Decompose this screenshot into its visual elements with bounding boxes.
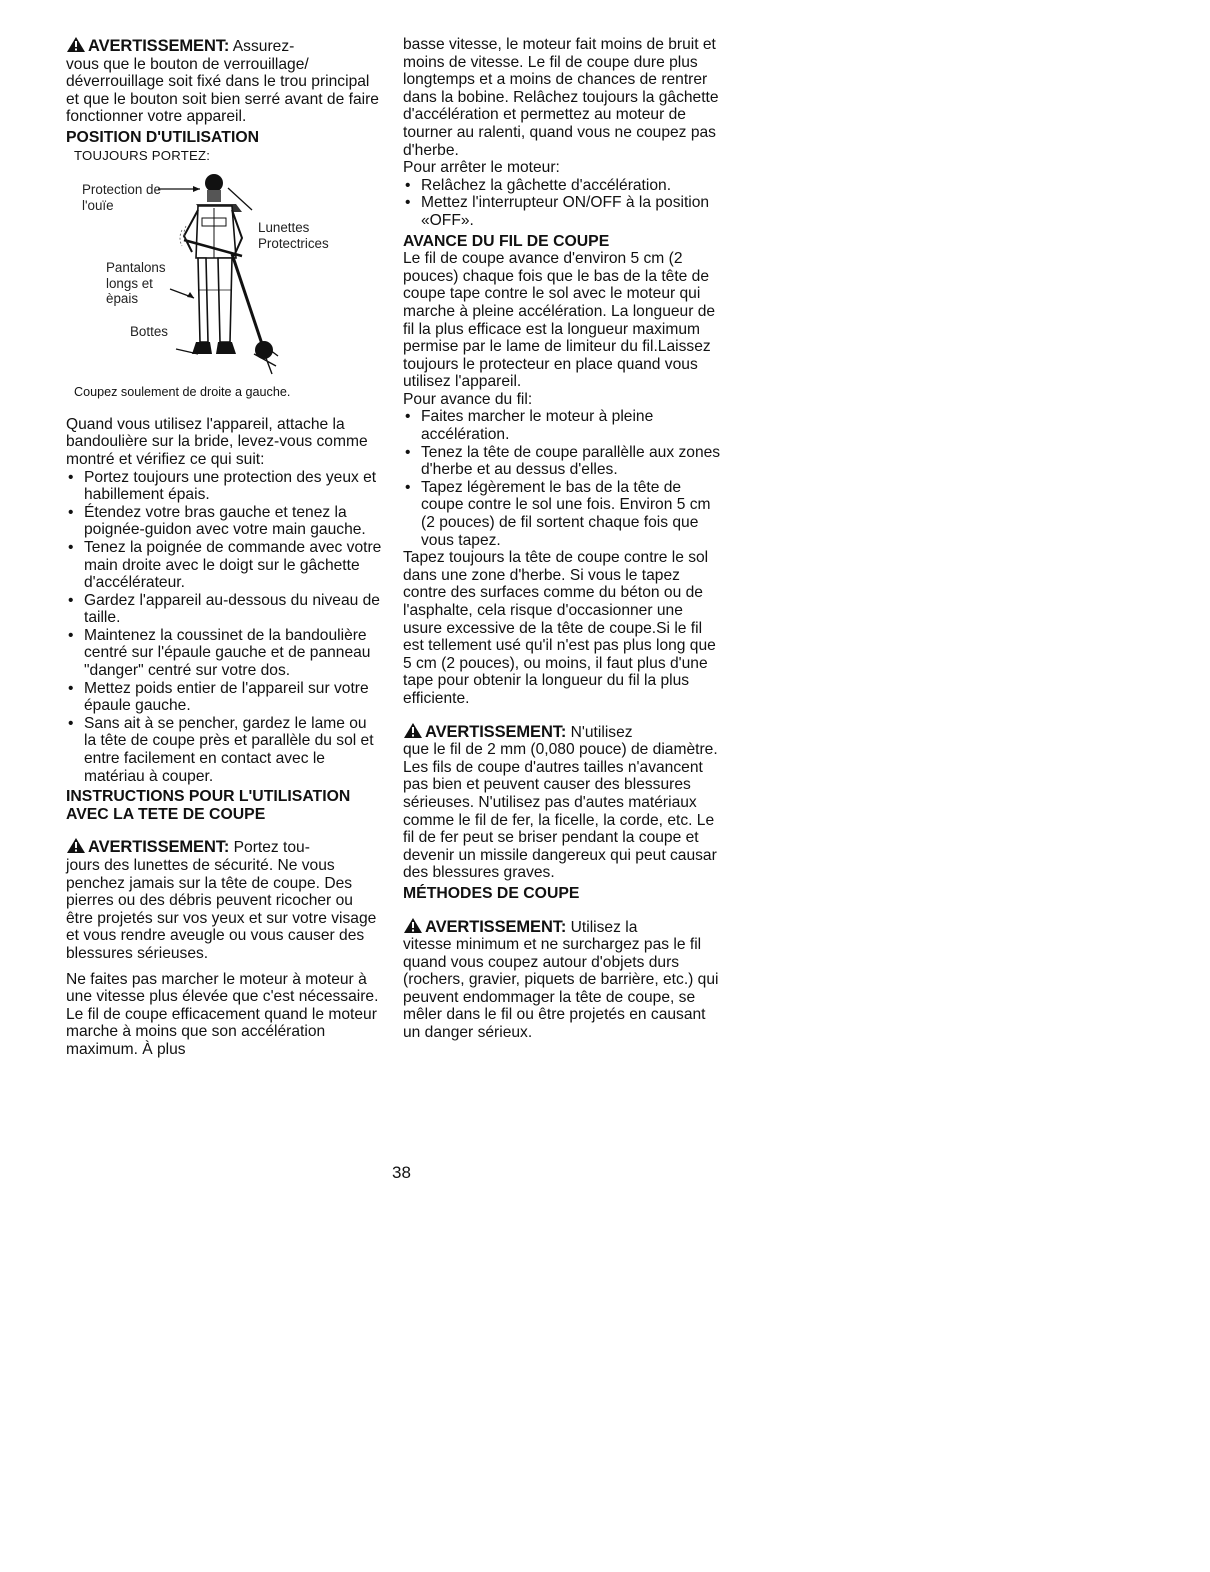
- warning-heading: [403, 723, 566, 741]
- label-bottes: Bottes: [130, 324, 168, 340]
- intro-paragraph: Quand vous utilisez l'appareil, attache la bandoulière sur la bride, levez-vous comme montré et vérifiez ce qui suit:: [66, 415, 368, 468]
- advance-paragraph: Le fil de coupe avance d'environ 5 cm (2 pouces) chaque fois que le bas de la tête de coupe tape contre le sol avec le moteur qui marche à pleine accélération. La longueur de fil la plus efficace est la longueur maximum permise par le lame de limiteur du fil.Laissez toujours le protecteur en place quand vous utilisez l'appareil.: [403, 250, 716, 391]
- warning-intro: Portez tou-: [229, 839, 310, 857]
- warning-block-2: [66, 837, 382, 962]
- list-item: • Portez toujours une protection des yeux et habillement épais.: [66, 469, 382, 504]
- tap-paragraph: Tapez toujours la tête de coupe contre le sol dans une zone d'herbe. Si vous le tapez contre des surfaces comme du béton ou de l'asphalte, cela risque d'occasionner une usure excessive de la tête de coupe.Si le fil est tellement usé qu'il n'est pas plus long que 5 cm (2 pouces), ou moins, il faut plus d'une tape pour obtenir la longueur du fil la plus efficiente.: [403, 549, 716, 707]
- position-subheading: TOUJOURS PORTEZ:: [74, 147, 211, 163]
- warning-label: AVERTISSEMENT:: [425, 917, 567, 936]
- list-item: • Mettez poids entier de l'appareil sur votre épaule gauche.: [66, 680, 382, 715]
- warning-triangle-icon: [66, 837, 86, 854]
- operator-figure: [66, 166, 382, 378]
- advance-intro: Pour avance du fil:: [403, 390, 533, 408]
- methods-heading: MÉTHODES DE COUPE: [403, 884, 580, 902]
- list-item: • Maintenez la coussinet de la bandoulière centré sur l'épaule gauche et de panneau "danger" centré sur votre dos.: [66, 627, 382, 680]
- list-item: • Tapez légèrement le bas de la tête de coupe contre le sol une fois. Environ 5 cm (2 pouces) de fil sortent chaque fois que vous tapez.: [403, 479, 721, 549]
- list-item: • Sans ait à se pencher, gardez le lame ou la tête de coupe près et parallèle du sol et entre facilement en contact avec le matériau à couper.: [66, 715, 382, 785]
- warning-intro: Assurez-: [229, 38, 295, 55]
- advance-list: [403, 408, 721, 549]
- warning-triangle-icon: [66, 36, 86, 53]
- position-heading: POSITION D'UTILISATION: [66, 128, 260, 146]
- warning-heading: [66, 838, 229, 856]
- list-item: • Tenez la tête de coupe parallèlle aux zones d'herbe et au dessus d'elles.: [403, 444, 721, 479]
- warning-intro: N'utilisez: [566, 723, 633, 741]
- list-item: • Tenez la poignée de commande avec votre main droite avec le doigt sur le gâchette d'accélérateur.: [66, 539, 382, 592]
- right-column: [403, 36, 721, 1042]
- page-number: 38: [392, 1163, 411, 1182]
- warning-text: jours des lunettes de sécurité. Ne vous penchez jamais sur la tête de coupe. Des pierres ou des débris peuvent ricocher ou être projetés sur vos yeux et sur votre visage et vous rendre aveugle ou vous causer des blessures sérieuses.: [66, 857, 377, 962]
- list-item: • Faites marcher le moteur à pleine accélération.: [403, 408, 721, 443]
- warning-text: vitesse minimum et ne surchargez pas le fil quand vous coupez autour d'objets durs (rochers, gravier, piquets de barrière, etc.) qui peuvent endommager la tête de coupe, se mêler dans le fil ou être projetés en causant un danger sérieux.: [403, 936, 719, 1042]
- warning-heading: [403, 918, 566, 936]
- label-lunettes: Lunettes Protectrices: [258, 220, 329, 251]
- advance-heading: AVANCE DU FIL DE COUPE: [403, 232, 610, 250]
- warning-label: AVERTISSEMENT:: [88, 37, 230, 55]
- list-item: • Étendez votre bras gauche et tenez la poignée-guidon avec votre main gauche.: [66, 504, 382, 539]
- warning-block-4: [403, 917, 721, 1042]
- list-item: • Gardez l'appareil au-dessous du niveau de taille.: [66, 592, 382, 627]
- checklist: [66, 469, 382, 786]
- warning-label: AVERTISSEMENT:: [88, 838, 230, 857]
- label-protection: Protection de l'ouïe: [82, 182, 161, 213]
- list-item: • Mettez l'interrupteur ON/OFF à la position «OFF».: [403, 194, 721, 229]
- instructions-heading: INSTRUCTIONS POUR L'UTILISATION AVEC LA TETE DE COUPE: [66, 788, 351, 823]
- warning-label: AVERTISSEMENT:: [425, 722, 567, 741]
- label-pantalons: Pantalons longs et èpais: [106, 260, 166, 307]
- warning-heading: [66, 37, 229, 55]
- warning-intro: Utilisez la: [566, 918, 638, 936]
- left-column: [66, 36, 382, 1059]
- warning-text: vous que le bouton de verrouillage/ déverrouillage soit fixé dans le trou principal et que le bouton soit bien serré avant de faire fonctionner votre appareil.: [66, 55, 379, 126]
- list-item: • Relâchez la gâchette d'accélération.: [403, 177, 721, 195]
- stop-list: [403, 177, 721, 230]
- warning-text: que le fil de 2 mm (0,080 pouce) de diamètre. Les fils de coupe d'autres tailles n'avancent pas bien et peuvent causer des blessures sérieuses. N'utilisez pas d'autes matériaux comme le fil de fer, la ficelle, la corde, etc. Le fil de fer peut se briser pendant la coupe et devenir un missile dangereux qui peut causar des blessures graves.: [403, 741, 718, 882]
- warning-triangle-icon: [403, 917, 423, 934]
- warning-block-3: [403, 722, 721, 882]
- stop-intro: Pour arrêter le moteur:: [403, 159, 560, 177]
- warning-block-1: [66, 36, 382, 126]
- continued-paragraph: basse vitesse, le moteur fait moins de bruit et moins de vitesse. Le fil de coupe dure plus longtemps et a moins de chances de rentrer dans la bobine. Relâchez toujours la gâchette d'accélération et permettez au moteur de tourner au ralenti, quand vous ne coupez pas d'herbe.: [403, 36, 719, 159]
- figure-caption: Coupez soulement de droite a gauche.: [74, 385, 291, 400]
- speed-paragraph: Ne faites pas marcher le moteur à moteur à une vitesse plus élevée que c'est nécessaire. Le fil de coupe efficacement quand le moteur marche à moins que son accélération maximum. À plus: [66, 970, 379, 1058]
- warning-triangle-icon: [403, 722, 423, 739]
